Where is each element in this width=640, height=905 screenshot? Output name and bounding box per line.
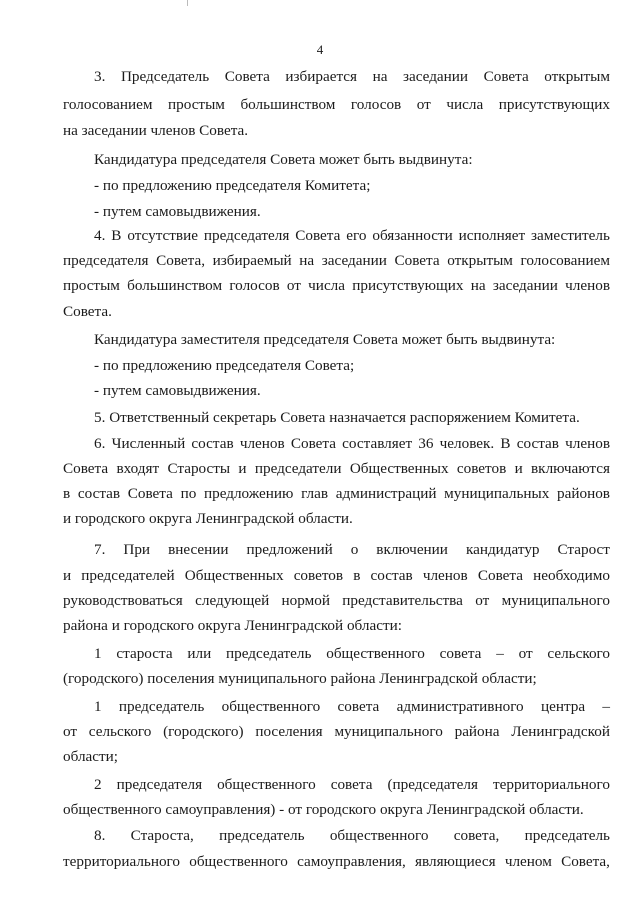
- text-line: [63, 591, 610, 611]
- word: нормой: [281, 592, 330, 609]
- word: состав: [191, 435, 234, 452]
- word: включаются: [531, 460, 610, 477]
- word: В: [500, 435, 511, 452]
- word: Совета: [477, 567, 523, 584]
- word: предложений: [246, 541, 333, 558]
- word: составляет: [342, 435, 413, 452]
- word: в: [63, 485, 71, 502]
- word: 4.: [94, 227, 106, 244]
- word: на: [372, 68, 388, 85]
- word: Совета,: [156, 252, 206, 269]
- word: При: [123, 541, 151, 558]
- word: состав: [370, 567, 413, 584]
- word: председателя: [63, 252, 149, 269]
- word: голосованием: [63, 96, 153, 113]
- word: Совета: [290, 435, 336, 452]
- word: представительства: [342, 592, 463, 609]
- word: председатели: [254, 460, 342, 477]
- word: членов: [239, 435, 285, 452]
- word: администраций: [335, 485, 437, 502]
- text-line: района и городского округа Ленинградской области:: [63, 617, 402, 634]
- word: общественного: [217, 776, 316, 793]
- word: самоуправления,: [297, 853, 406, 870]
- word: присутствующих: [352, 277, 464, 294]
- word: Совета,: [561, 853, 610, 870]
- word: избираемый: [212, 252, 292, 269]
- word: района: [454, 723, 500, 740]
- word: необходимо: [533, 567, 610, 584]
- word: о: [350, 541, 359, 558]
- word: членов: [565, 435, 610, 452]
- word: кандидатур: [465, 541, 540, 558]
- word: заседании: [321, 252, 387, 269]
- word: Совета: [127, 485, 173, 502]
- text-line: [63, 722, 610, 742]
- word: советов: [293, 567, 344, 584]
- word: муниципальных: [444, 485, 550, 502]
- word: предложению: [203, 485, 294, 502]
- word: открытым: [544, 68, 610, 85]
- word: открытым: [447, 252, 513, 269]
- text-line: [63, 852, 610, 872]
- word: человек.: [439, 435, 495, 452]
- word: заместитель: [531, 227, 610, 244]
- word: следующей: [195, 592, 270, 609]
- word: (городского): [163, 723, 244, 740]
- word: Ленинградской: [511, 723, 610, 740]
- word: председателя: [116, 776, 203, 793]
- word: председателей: [81, 567, 175, 584]
- word: общественного: [329, 827, 429, 844]
- word: председателя: [203, 227, 290, 244]
- word: от: [63, 723, 78, 740]
- word: Общественных: [184, 567, 284, 584]
- text-line: [94, 775, 610, 795]
- word: простым: [63, 277, 120, 294]
- word: в: [353, 567, 361, 584]
- word: присутствующих: [498, 96, 610, 113]
- word: 1: [94, 645, 102, 662]
- word: или: [187, 645, 212, 662]
- word: сельского: [88, 723, 152, 740]
- word: и: [238, 460, 247, 477]
- text-line: [63, 276, 610, 296]
- word: поселения: [255, 723, 323, 740]
- text-line: - путем самовыдвижения.: [94, 382, 261, 399]
- word: общественного: [189, 853, 288, 870]
- word: общественного: [326, 645, 425, 662]
- word: староста: [116, 645, 173, 662]
- word: центра: [540, 698, 586, 715]
- text-line: области;: [63, 748, 118, 765]
- word: числа: [446, 96, 484, 113]
- word: большинством: [127, 277, 223, 294]
- word: от: [518, 645, 533, 662]
- text-line: Совета.: [63, 303, 112, 320]
- word: простым: [168, 96, 225, 113]
- text-line: [94, 226, 610, 246]
- text-line: [94, 67, 610, 87]
- text-line: [63, 566, 610, 586]
- word: обязанности: [372, 227, 453, 244]
- word: заседании: [492, 277, 558, 294]
- text-line: [63, 484, 610, 504]
- word: 3.: [94, 68, 106, 85]
- word: территориального: [492, 776, 610, 793]
- text-line: [94, 434, 610, 454]
- word: советов: [456, 460, 507, 477]
- word: внесении: [168, 541, 229, 558]
- text-line: Кандидатура председателя Совета может быть выдвинута:: [94, 151, 473, 168]
- word: В: [111, 227, 122, 244]
- word: числа: [308, 277, 345, 294]
- text-line: [63, 95, 610, 115]
- word: руководствоваться: [63, 592, 183, 609]
- text-line: (городского) поселения муниципального района Ленинградской области;: [63, 670, 537, 687]
- text-line: Кандидатура заместителя председателя Совета может быть выдвинута:: [94, 331, 556, 348]
- word: Совета: [295, 227, 341, 244]
- word: Старосты: [167, 460, 231, 477]
- word: и: [514, 460, 523, 477]
- word: Совета: [224, 68, 270, 85]
- word: сельского: [547, 645, 610, 662]
- word: от: [286, 277, 301, 294]
- word: по: [180, 485, 197, 502]
- word: голосов: [350, 96, 402, 113]
- word: входят: [116, 460, 160, 477]
- word: председатель: [226, 645, 312, 662]
- word: председатель: [118, 698, 205, 715]
- word: территориального: [63, 853, 180, 870]
- text-line: [94, 697, 610, 717]
- text-line: - по предложению председателя Комитета;: [94, 177, 371, 194]
- word: муниципального: [334, 723, 443, 740]
- page-number: 4: [316, 42, 324, 57]
- word: голосов: [229, 277, 280, 294]
- word: голосованием: [520, 252, 610, 269]
- word: Совета: [483, 68, 529, 85]
- word: Совета: [63, 460, 109, 477]
- text-line: [63, 251, 610, 271]
- word: и: [63, 567, 72, 584]
- word: его: [346, 227, 367, 244]
- word: 7.: [94, 541, 106, 558]
- text-line: и городского округа Ленинградской области.: [63, 510, 353, 527]
- scan-artifact-mark: [187, 0, 188, 6]
- word: членом: [504, 853, 552, 870]
- word: от: [475, 592, 490, 609]
- word: большинством: [240, 96, 336, 113]
- word: совета,: [453, 827, 500, 844]
- text-line: [63, 459, 610, 479]
- word: 36: [418, 435, 434, 452]
- word: Совета: [394, 252, 440, 269]
- word: совета: [330, 776, 373, 793]
- text-line: [94, 826, 610, 846]
- word: муниципального: [501, 592, 610, 609]
- word: от: [416, 96, 431, 113]
- word: на: [299, 252, 315, 269]
- word: 1: [94, 698, 102, 715]
- word: членов: [565, 277, 610, 294]
- word: отсутствие: [127, 227, 198, 244]
- word: состав: [77, 485, 121, 502]
- word: членов: [422, 567, 468, 584]
- word: 8.: [94, 827, 106, 844]
- word: Старост: [557, 541, 610, 558]
- word: –: [602, 698, 610, 715]
- text-line: общественного самоуправления) - от городского округа Ленинградской области.: [63, 801, 584, 818]
- word: Староста,: [130, 827, 194, 844]
- word: включении: [376, 541, 448, 558]
- text-line: на заседании членов Совета.: [63, 122, 249, 139]
- word: (председателя: [387, 776, 478, 793]
- word: председатель: [219, 827, 305, 844]
- word: совета: [439, 645, 482, 662]
- word: 2: [94, 776, 102, 793]
- text-line: 5. Ответственный секретарь Совета назначается распоряжением Комитета.: [94, 409, 580, 426]
- word: Председатель: [120, 68, 210, 85]
- word: избирается: [285, 68, 358, 85]
- word: состав: [516, 435, 559, 452]
- word: председатель: [524, 827, 610, 844]
- text-line: - по предложению председателя Совета;: [94, 357, 355, 374]
- word: 6.: [94, 435, 106, 452]
- word: глав: [301, 485, 329, 502]
- word: совета: [337, 698, 380, 715]
- word: общественного: [221, 698, 321, 715]
- word: Численный: [111, 435, 186, 452]
- word: районов: [557, 485, 610, 502]
- word: Общественных: [349, 460, 449, 477]
- word: заседании: [403, 68, 469, 85]
- text-line: [94, 644, 610, 664]
- word: исполняет: [458, 227, 526, 244]
- word: являющиеся: [415, 853, 496, 870]
- text-line: - путем самовыдвижения.: [94, 203, 261, 220]
- word: на: [470, 277, 486, 294]
- word: административного: [396, 698, 524, 715]
- word: –: [496, 645, 504, 662]
- text-line: [94, 540, 610, 560]
